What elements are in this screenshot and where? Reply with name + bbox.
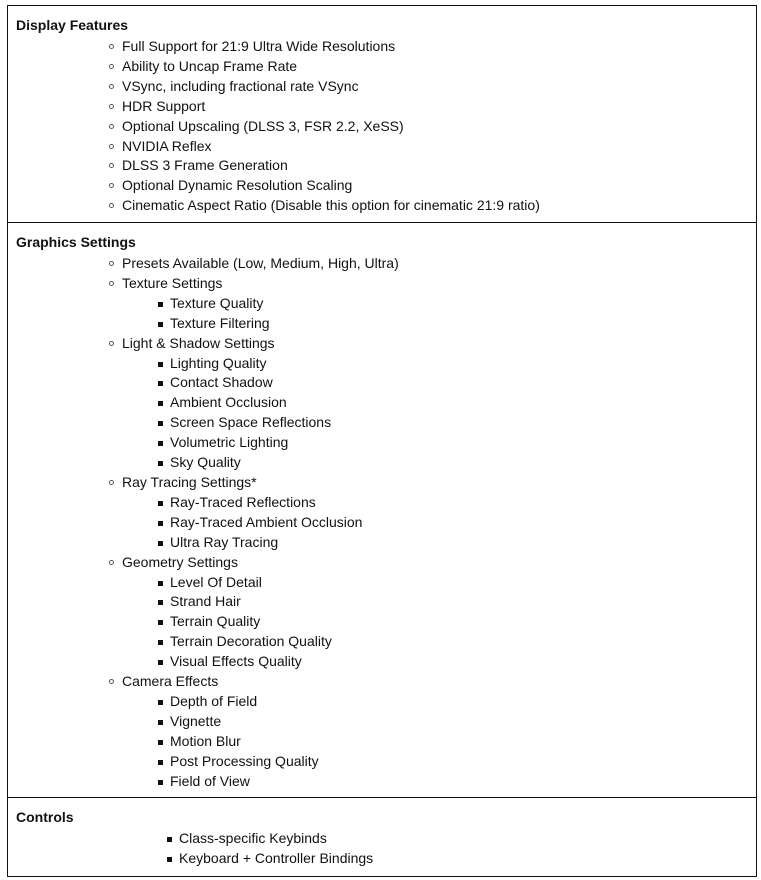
list-item-label: DLSS 3 Frame Generation xyxy=(122,157,288,174)
hollow-circle-bullet-icon xyxy=(109,341,114,346)
list-item xyxy=(122,137,540,157)
list-item-label: Keyboard + Controller Bindings xyxy=(179,849,374,866)
hollow-circle-bullet-icon xyxy=(109,261,114,266)
hollow-circle-bullet-icon xyxy=(109,144,114,149)
hollow-circle-bullet-icon xyxy=(109,480,114,485)
display-features-list xyxy=(122,37,540,216)
filled-square-bullet-icon xyxy=(158,362,163,367)
sub-list-item xyxy=(170,573,399,593)
sub-list-item-label: Texture Quality xyxy=(170,294,264,311)
sub-list-item-label: Depth of Field xyxy=(170,692,258,709)
filled-square-bullet-icon xyxy=(158,461,163,466)
list-item xyxy=(179,849,373,869)
section-display-features xyxy=(8,6,756,222)
list-item-label: VSync, including fractional rate VSync xyxy=(122,77,359,94)
sub-list-item xyxy=(170,772,399,792)
hollow-circle-bullet-icon xyxy=(109,281,114,286)
sub-list-item-label: Vignette xyxy=(170,712,222,729)
sub-list-item xyxy=(170,712,399,732)
sub-list-item-label: Ray-Traced Reflections xyxy=(170,493,316,510)
list-item-label: Optional Dynamic Resolution Scaling xyxy=(122,177,353,194)
sub-list-item-label: Motion Blur xyxy=(170,732,241,749)
filled-square-bullet-icon xyxy=(158,441,163,446)
sub-list-item xyxy=(170,413,399,433)
sub-list xyxy=(170,493,399,553)
filled-square-bullet-icon xyxy=(158,760,163,765)
features-table xyxy=(7,5,757,877)
list-item-label: Class-specific Keybinds xyxy=(179,830,327,846)
hollow-circle-bullet-icon xyxy=(109,104,114,109)
list-item xyxy=(122,274,399,334)
filled-square-bullet-icon xyxy=(158,660,163,665)
list-item xyxy=(122,37,540,57)
list-item-label: Light & Shadow Settings xyxy=(122,334,275,351)
hollow-circle-bullet-icon xyxy=(109,84,114,89)
list-item-label: Presets Available (Low, Medium, High, Ultra) xyxy=(122,255,399,271)
list-item xyxy=(122,156,540,176)
filled-square-bullet-icon xyxy=(158,322,163,327)
sub-list-item-label: Terrain Quality xyxy=(170,613,261,630)
sub-list-item xyxy=(170,354,399,374)
section-controls xyxy=(8,797,756,876)
sub-list-item xyxy=(170,513,399,533)
sub-list-item-label: Level Of Detail xyxy=(170,573,262,590)
sub-list-item xyxy=(170,294,399,314)
sub-list-item-label: Post Processing Quality xyxy=(170,752,319,769)
sub-list-item-label: Lighting Quality xyxy=(170,354,267,371)
sub-list-item-label: Visual Effects Quality xyxy=(170,653,302,670)
filled-square-bullet-icon xyxy=(158,421,163,426)
list-item-label: Cinematic Aspect Ratio (Disable this option for cinematic 21:9 ratio) xyxy=(122,197,540,214)
filled-square-bullet-icon xyxy=(158,302,163,307)
hollow-circle-bullet-icon xyxy=(109,64,114,69)
controls-list xyxy=(179,829,373,869)
list-item-label: Camera Effects xyxy=(122,673,219,690)
sub-list-item xyxy=(170,393,399,413)
list-item xyxy=(122,672,399,791)
sub-list-item-label: Sky Quality xyxy=(170,454,241,471)
hollow-circle-bullet-icon xyxy=(109,124,114,129)
sub-list-item-label: Ray-Traced Ambient Occlusion xyxy=(170,513,363,530)
list-item xyxy=(122,77,540,97)
list-item-label: Ability to Uncap Frame Rate xyxy=(122,57,298,74)
filled-square-bullet-icon xyxy=(167,857,172,862)
sub-list-item xyxy=(170,493,399,513)
list-item xyxy=(122,97,540,117)
sub-list-item xyxy=(170,732,399,752)
filled-square-bullet-icon xyxy=(158,401,163,406)
sub-list-item-label: Screen Space Reflections xyxy=(170,414,332,431)
list-item-label: Texture Settings xyxy=(122,274,223,291)
filled-square-bullet-icon xyxy=(158,700,163,705)
list-item-label: Geometry Settings xyxy=(122,553,238,570)
filled-square-bullet-icon xyxy=(158,541,163,546)
list-item xyxy=(122,334,399,473)
hollow-circle-bullet-icon xyxy=(109,560,114,565)
hollow-circle-bullet-icon xyxy=(109,679,114,684)
hollow-circle-bullet-icon xyxy=(109,203,114,208)
list-item xyxy=(122,176,540,196)
hollow-circle-bullet-icon xyxy=(109,44,114,49)
graphics-settings-list xyxy=(122,254,399,791)
sub-list-item xyxy=(170,612,399,632)
list-item xyxy=(122,254,399,274)
sub-list-item xyxy=(170,632,399,652)
list-item xyxy=(122,473,399,553)
sub-list-item-label: Terrain Decoration Quality xyxy=(170,633,332,650)
filled-square-bullet-icon xyxy=(167,837,172,842)
sub-list-item xyxy=(170,592,399,612)
sub-list xyxy=(170,294,399,334)
filled-square-bullet-icon xyxy=(158,780,163,785)
filled-square-bullet-icon xyxy=(158,640,163,645)
list-item xyxy=(122,196,540,216)
sub-list-item-label: Strand Hair xyxy=(170,593,241,610)
list-item xyxy=(122,553,399,672)
section-heading: Controls xyxy=(16,809,74,825)
filled-square-bullet-icon xyxy=(158,501,163,506)
list-item xyxy=(122,117,540,137)
sub-list-item xyxy=(170,533,399,553)
sub-list-item xyxy=(170,752,399,772)
filled-square-bullet-icon xyxy=(158,600,163,605)
list-item-label: Ray Tracing Settings* xyxy=(122,473,257,490)
sub-list-item-label: Texture Filtering xyxy=(170,314,270,331)
hollow-circle-bullet-icon xyxy=(109,183,114,188)
hollow-circle-bullet-icon xyxy=(109,163,114,168)
list-item-label: NVIDIA Reflex xyxy=(122,137,212,154)
filled-square-bullet-icon xyxy=(158,740,163,745)
filled-square-bullet-icon xyxy=(158,581,163,586)
sub-list-item-label: Field of View xyxy=(170,772,250,789)
section-heading: Display Features xyxy=(16,17,129,33)
sub-list-item xyxy=(170,453,399,473)
section-heading: Graphics Settings xyxy=(16,234,136,250)
sub-list-item xyxy=(170,373,399,393)
list-item-label: Full Support for 21:9 Ultra Wide Resolutions xyxy=(122,38,396,54)
sub-list xyxy=(170,573,399,673)
sub-list-item xyxy=(170,433,399,453)
sub-list-item xyxy=(170,652,399,672)
filled-square-bullet-icon xyxy=(158,521,163,526)
sub-list-item-label: Volumetric Lighting xyxy=(170,434,289,451)
sub-list-item xyxy=(170,314,399,334)
sub-list-item-label: Ultra Ray Tracing xyxy=(170,533,279,550)
list-item-label: Optional Upscaling (DLSS 3, FSR 2.2, XeSS) xyxy=(122,117,404,134)
list-item xyxy=(122,57,540,77)
filled-square-bullet-icon xyxy=(158,720,163,725)
sub-list-item-label: Contact Shadow xyxy=(170,374,273,391)
list-item xyxy=(179,829,373,849)
sub-list xyxy=(170,354,399,473)
list-item-label: HDR Support xyxy=(122,97,206,114)
filled-square-bullet-icon xyxy=(158,620,163,625)
sub-list xyxy=(170,692,399,792)
filled-square-bullet-icon xyxy=(158,381,163,386)
sub-list-item xyxy=(170,692,399,712)
sub-list-item-label: Ambient Occlusion xyxy=(170,394,287,411)
section-graphics-settings xyxy=(8,222,756,797)
